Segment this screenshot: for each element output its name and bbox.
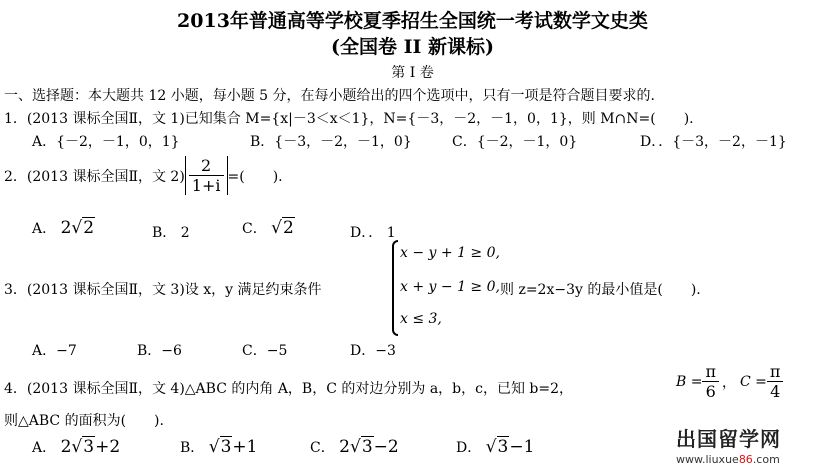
q2-abs-expression: [185, 156, 228, 195]
question-3-suffix: 则 z=2x−3y 的最小值是( ).: [500, 282, 701, 298]
q4-option-c: [310, 437, 399, 457]
q4-option-a-letter: A．: [32, 440, 57, 456]
watermark-url: [676, 453, 818, 466]
sqrt-symbol: √3: [350, 437, 373, 457]
watermark-url-highlight: 86: [738, 453, 753, 466]
sqrt-symbol: √2: [71, 218, 95, 238]
sqrt-symbol: √2: [271, 218, 294, 238]
q1-option-d: D．．{－3，－2，－1}: [640, 134, 787, 150]
q2-suffix: =( ).: [227, 168, 283, 185]
system-brace: [392, 240, 398, 336]
sqrt-symbol: √3: [485, 437, 509, 457]
question-4-text: 4．(2013 课标全国Ⅱ，文 4)△ABC 的内角 A，B，C 的对边分别为 a，b，c，已知 b=2，: [4, 381, 574, 397]
q2-option-d-letter: D．．: [350, 225, 383, 241]
instructions: 一、选择题：本大题共 12 小题，每小题 5 分，在每小题给出的四个选项中，只有一项是符合题目要求的.: [4, 88, 655, 104]
q4-option-b-radicand: 3: [220, 437, 232, 457]
watermark-url-prefix: www.liuxue: [676, 453, 739, 466]
q4-b-numerator: π: [702, 362, 719, 382]
watermark-url-suffix: .com: [752, 453, 780, 466]
q2-option-a-coef: 2: [60, 218, 72, 238]
section-heading: 第 I 卷: [391, 65, 434, 81]
q3-constraint-3: x ≤ 3,: [400, 311, 442, 327]
q2-option-d: [350, 222, 396, 242]
q1-option-c: C．{－2，－1，0}: [452, 134, 578, 150]
q3-option-a: A．−7: [32, 343, 77, 359]
question-3-prefix: 3．(2013 课标全国Ⅱ，文 3)设 x，y 满足约束条件: [4, 282, 322, 298]
title-line-2: (全国卷 II 新课标): [331, 36, 494, 58]
sqrt-symbol: √3: [208, 437, 232, 457]
watermark: [676, 423, 818, 466]
q2-option-b: [152, 222, 190, 242]
q4-option-a: [32, 437, 120, 457]
q4-b-label: B =: [676, 373, 703, 390]
q4-c-denominator: 4: [770, 382, 781, 401]
q2-option-b-value: 2: [180, 225, 190, 241]
q2-option-a-radicand: 2: [83, 218, 95, 238]
q2-prefix: 2．(2013 课标全国Ⅱ，文 2): [4, 168, 185, 185]
q3-constraint-2: x + y − 1 ≥ 0,: [400, 279, 500, 295]
q4-option-b-tail: +1: [232, 437, 258, 457]
q4-option-d-letter: D．: [456, 440, 482, 456]
q1-option-b: B．{－3，－2，－1，0}: [250, 134, 412, 150]
q2-option-d-value: 1: [386, 225, 396, 241]
q2-option-c: [242, 218, 295, 238]
q4-c-fraction: [767, 362, 784, 401]
q4-option-a-coef: 2: [60, 437, 72, 457]
q2-option-c-radicand: 2: [283, 218, 294, 238]
q4-option-c-radicand: 3: [361, 437, 373, 457]
q4-c-label: C =: [740, 373, 767, 390]
question-1-text: 1．(2013 课标全国Ⅱ，文 1)已知集合 M={x|－3＜x＜1}，N={－3，－2，－1，0，1}，则 M∩N=( ).: [4, 111, 694, 127]
q4-option-d-tail: −1: [509, 437, 535, 457]
q4-option-b: [180, 437, 257, 457]
watermark-brand: 出国留学网: [676, 427, 781, 451]
q4-option-c-tail: −2: [373, 437, 399, 457]
q3-constraint-1: x − y + 1 ≥ 0,: [400, 245, 500, 261]
q3-option-c: C．−5: [242, 343, 288, 359]
q2-option-a-letter: A．: [32, 221, 57, 237]
q4-comma: ，: [721, 374, 736, 391]
q4-option-d: [456, 437, 534, 457]
title-line-1: 2013年普通高等学校夏季招生全国统一考试数学文史类: [177, 10, 648, 32]
q4-option-b-letter: B．: [180, 440, 205, 456]
q2-denominator: 1+i: [191, 176, 221, 195]
q2-numerator: 2: [189, 156, 224, 176]
q2-fraction: [189, 156, 224, 195]
q4-angle-b: [676, 362, 739, 401]
q2-option-a: [32, 218, 95, 238]
q4-option-a-tail: +2: [95, 437, 121, 457]
q2-option-c-letter: C．: [242, 221, 267, 237]
q4-b-fraction: [702, 362, 719, 401]
sqrt-symbol: √3: [71, 437, 95, 457]
q4-c-numerator: π: [767, 362, 784, 382]
q4-option-c-letter: C．: [310, 440, 335, 456]
q1-option-a: A．{－2，－1，0，1}: [32, 134, 180, 150]
q4-angle-c: [740, 362, 783, 401]
q4-option-d-radicand: 3: [497, 437, 509, 457]
question-2: [4, 156, 283, 195]
question-4-line-2: 则△ABC 的面积为( ).: [4, 413, 164, 429]
q3-option-d: D．−3: [350, 343, 396, 359]
q2-option-b-letter: B．: [152, 225, 177, 241]
q4-option-a-radicand: 3: [83, 437, 95, 457]
q3-option-b: B．−6: [137, 343, 182, 359]
q4-option-c-coef: 2: [339, 437, 350, 457]
q4-b-denominator: 6: [705, 382, 716, 401]
